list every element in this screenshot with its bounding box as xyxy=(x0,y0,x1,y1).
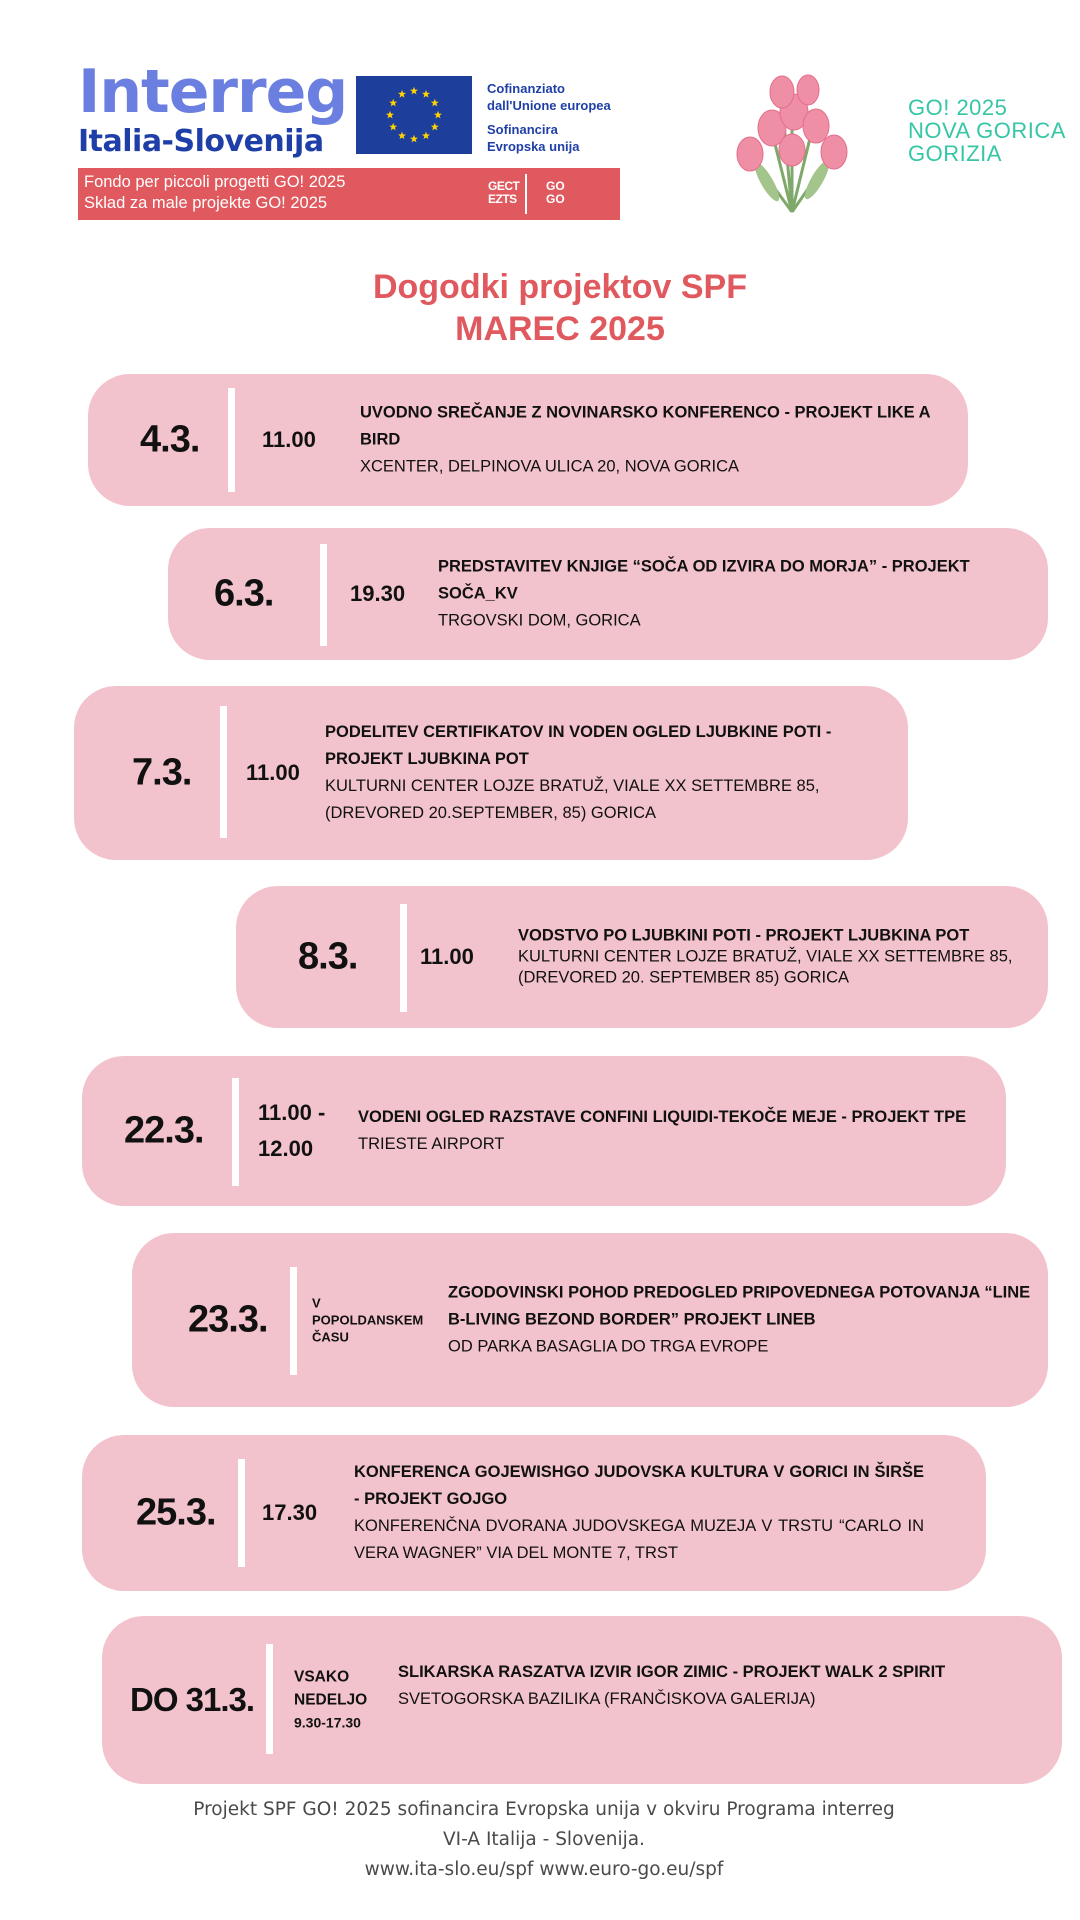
event-card xyxy=(236,886,1048,1028)
event-location: KONFERENČNA DVORANA JUDOVSKEGA MUZEJA V TRSTU “CARLO IN VERA WAGNER” VIA DEL MONTE 7, TRST xyxy=(354,1517,924,1562)
event-time-line: 11.00 - xyxy=(258,1100,326,1125)
event-divider xyxy=(220,706,227,838)
event-time: 19.30 xyxy=(350,581,406,606)
interreg-logo-subtitle: Italia-Slovenija xyxy=(78,124,324,159)
event-location: KULTURNI CENTER LOJZE BRATUŽ, VIALE XX SETTEMBRE 85, (DREVORED 20. SEPTEMBER 85) GORICA xyxy=(518,947,1013,987)
event-time-line: POPOLDANSKEM xyxy=(312,1312,424,1328)
event-title: VODSTVO PO LJUBKINI POTI - PROJEKT LJUBKINA POT xyxy=(518,926,970,945)
event-time: 17.30 xyxy=(262,1500,318,1525)
go-line: GO xyxy=(546,179,565,193)
gect-logo xyxy=(488,180,519,206)
go-logo-line: GO! 2025 xyxy=(908,95,1008,120)
event-date: 8.3. xyxy=(298,935,358,978)
event-divider xyxy=(266,1644,273,1754)
event-date: 25.3. xyxy=(136,1491,216,1534)
gect-line: GECT xyxy=(488,179,520,193)
event-time-line: V xyxy=(312,1295,321,1311)
event-title: SLIKARSKA RASZATVA IZVIR IGOR ZIMIC - PROJEKT WALK 2 SPIRIT xyxy=(398,1663,946,1681)
event-divider xyxy=(238,1459,245,1567)
eu-text-line: Evropska unija xyxy=(487,139,580,154)
event-time-line: VSAKO xyxy=(294,1668,350,1686)
event-title: PODELITEV CERTIFIKATOV IN VODEN OGLED LJUBKINE POTI - PROJEKT LJUBKINA POT xyxy=(325,723,832,768)
event-date: 4.3. xyxy=(140,418,200,461)
event-title: UVODNO SREČANJE Z NOVINARSKO KONFERENCO - PROJEKT LIKE A BIRD xyxy=(360,403,930,449)
event-info xyxy=(354,1459,924,1567)
event-date: 7.3. xyxy=(132,751,192,794)
event-time-line: 12.00 xyxy=(258,1136,314,1161)
interreg-logo-word: Interreg xyxy=(78,57,348,127)
event-location: XCENTER, DELPINOVA ULICA 20, NOVA GORICA xyxy=(360,457,740,476)
event-divider xyxy=(290,1267,297,1375)
fund-line-sl: Sklad za male projekte GO! 2025 xyxy=(84,194,328,212)
event-time: 11.00 xyxy=(262,427,316,452)
event-card xyxy=(102,1616,1062,1784)
ezts-line: EZTS xyxy=(488,192,517,206)
event-title: VODENI OGLED RAZSTAVE CONFINI LIQUIDI-TEKOČE MEJE - PROJEKT TPE xyxy=(358,1108,967,1126)
event-card xyxy=(168,528,1048,660)
go-line: GO xyxy=(546,192,565,206)
eu-text-line: dall'Unione europea xyxy=(487,98,611,113)
event-title: ZGODOVINSKI POHOD PREDOGLED PRIPOVEDNEGA POTOVANJA “LINE B-LIVING BEZOND BORDER” PROJEKT LINEB xyxy=(448,1283,1031,1329)
eu-text-line: Cofinanziato xyxy=(487,81,565,96)
event-card xyxy=(132,1233,1048,1407)
event-location: TRIESTE AIRPORT xyxy=(358,1135,505,1153)
eu-text-line: Sofinancira xyxy=(487,122,558,137)
event-divider xyxy=(400,904,407,1012)
event-location: KULTURNI CENTER LOJZE BRATUŽ, VIALE XX SETTEMBRE 85, (DREVORED 20.SEPTEMBER, 85) GORICA xyxy=(325,777,820,822)
interreg-logo xyxy=(78,57,348,159)
tulip-bouquet-icon xyxy=(712,62,872,222)
event-time-line: ČASU xyxy=(312,1329,349,1345)
fund-banner xyxy=(78,168,620,220)
footer-links[interactable]: www.ita-slo.eu/spf www.euro-go.eu/spf xyxy=(364,1859,724,1880)
page-title xyxy=(0,266,1080,350)
title-line-1: Dogodki projektov SPF xyxy=(372,268,748,306)
event-info xyxy=(360,400,930,481)
event-time xyxy=(258,1095,325,1167)
event-date: 23.3. xyxy=(188,1298,268,1341)
event-time xyxy=(294,1666,367,1735)
event-card xyxy=(82,1056,1006,1206)
event-time-line: NEDELJO xyxy=(294,1691,368,1709)
event-title: PREDSTAVITEV KNJIGE “SOČA OD IZVIRA DO MORJA” - PROJEKT SOČA_KV xyxy=(438,557,970,603)
event-time: 11.00 xyxy=(420,944,474,969)
event-location: OD PARKA BASAGLIA DO TRGA EVROPE xyxy=(448,1337,769,1356)
event-time: 11.00 xyxy=(246,760,300,785)
go-logo-line: NOVA GORICA xyxy=(908,118,1066,143)
event-date: DO 31.3. xyxy=(130,1681,255,1718)
event-info xyxy=(518,926,1033,989)
footer-line: VI-A Italija - Slovenija. xyxy=(443,1829,645,1850)
event-divider xyxy=(232,1078,239,1186)
go-mini-logo xyxy=(546,180,565,206)
event-card xyxy=(74,686,908,860)
event-info xyxy=(398,1659,1018,1713)
event-card xyxy=(88,374,968,506)
event-info xyxy=(448,1280,1033,1361)
event-divider xyxy=(228,388,235,492)
fund-banner-divider xyxy=(525,174,527,214)
event-divider xyxy=(320,544,327,646)
event-time-line: 9.30-17.30 xyxy=(294,1714,361,1731)
eu-cofunding-text xyxy=(487,80,611,155)
event-time xyxy=(312,1295,423,1346)
footer-line: Projekt SPF GO! 2025 sofinancira Evropska unija v okviru Programa interreg xyxy=(193,1799,895,1820)
event-card xyxy=(82,1435,986,1591)
fund-line-it: Fondo per piccoli progetti GO! 2025 xyxy=(84,173,346,191)
event-location: SVETOGORSKA BAZILIKA (FRANČISKOVA GALERIJA) xyxy=(398,1690,816,1708)
event-info xyxy=(325,719,885,827)
event-date: 22.3. xyxy=(124,1109,204,1152)
title-line-2: MAREC 2025 xyxy=(455,310,665,348)
footer xyxy=(0,1795,1080,1885)
event-info xyxy=(438,554,978,635)
event-title: KONFERENCA GOJEWISHGO JUDOVSKA KULTURA V GORICI IN ŠIRŠE - PROJEKT GOJGO xyxy=(354,1463,924,1508)
event-info xyxy=(358,1104,1068,1158)
go-logo-line: GORIZIA xyxy=(908,141,1002,166)
event-date: 6.3. xyxy=(214,572,274,615)
go2025-logo xyxy=(908,96,1066,165)
event-location: TRGOVSKI DOM, GORICA xyxy=(438,611,641,630)
eu-flag-icon xyxy=(356,76,472,154)
